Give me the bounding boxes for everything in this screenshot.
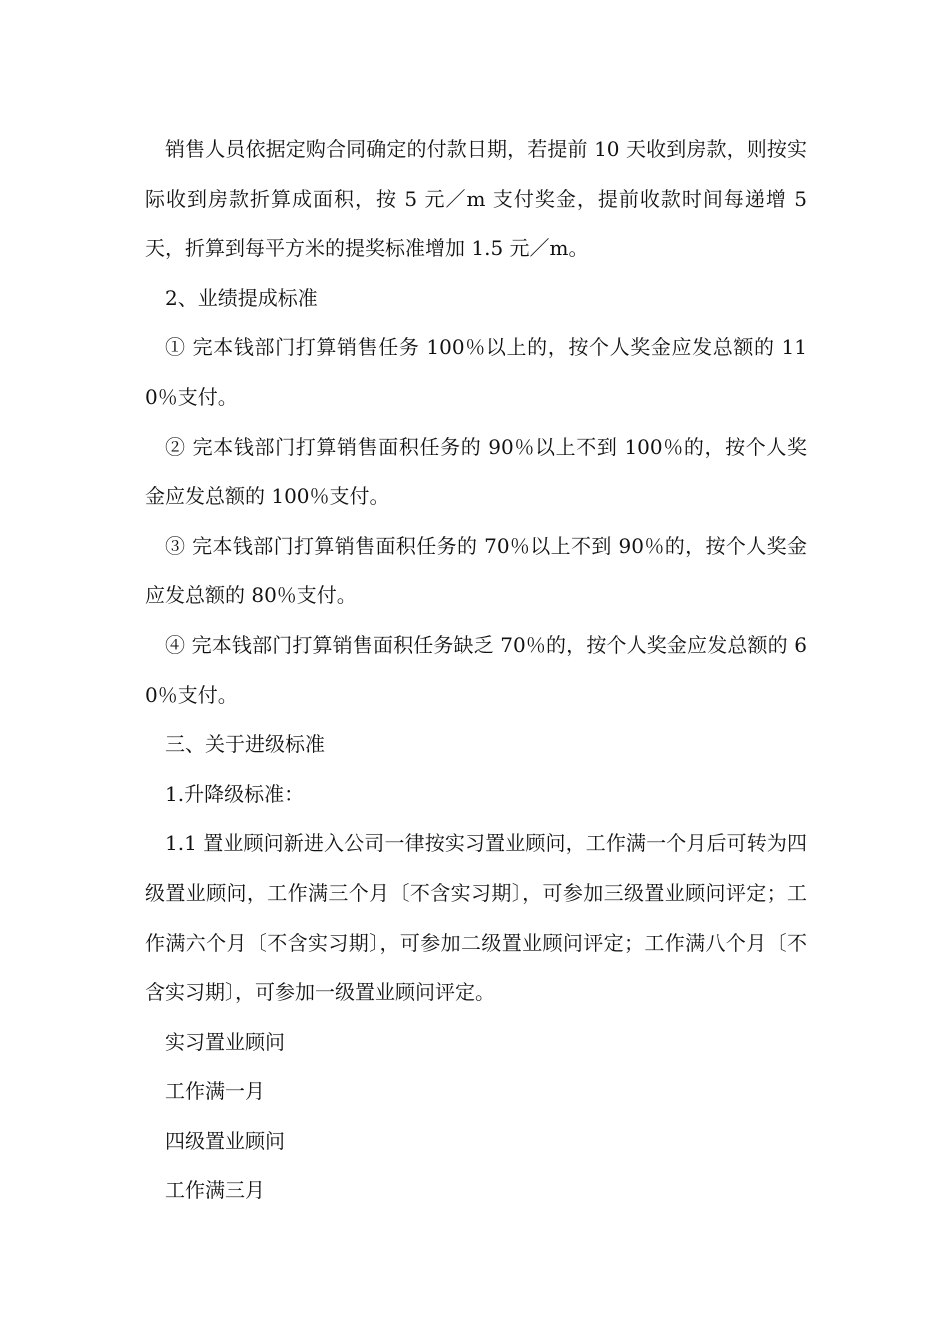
heading-performance-commission: 2、业绩提成标准 [165, 285, 318, 310]
line-one-month: 工作满一月 [165, 1079, 265, 1104]
paragraph-early-payment-bonus: 销售人员依据定购合同确定的付款日期，若提前 10 天收到房款，则按实际收到房款折算成面积，按 5 元／m 支付奖金，提前收款时间每递增 5 天，折算到每平方米的提奖标准增加 1.5 元／m。 [145, 137, 807, 261]
line-three-months: 工作满三月 [165, 1178, 265, 1203]
heading-level-change-standards: 1.升降级标准： [165, 781, 305, 806]
paragraph-consultant-levels: 1.1 置业顾问新进入公司一律按实习置业顾问，工作满一个月后可转为四级置业顾问，工作满三个月〔不含实习期〕，可参加三级置业顾问评定；工作满六个月〔不含实习期〕，可参加二级置业顾问评定；工作满八个月〔不含实习期〕，可参加一级置业顾问评定。 [145, 831, 807, 1005]
heading-promotion-standards: 三、关于进级标准 [165, 732, 325, 757]
paragraph-commission-rule-3: ③ 完本钱部门打算销售面积任务的 70％以上不到 90％的，按个人奖金应发总额的 80％支付。 [145, 533, 807, 608]
document-body [145, 125, 807, 1216]
line-level-four-consultant: 四级置业顾问 [165, 1128, 285, 1153]
paragraph-commission-rule-4: ④ 完本钱部门打算销售面积任务缺乏 70％的，按个人奖金应发总额的 60％支付。 [145, 632, 807, 707]
paragraph-commission-rule-2: ② 完本钱部门打算销售面积任务的 90％以上不到 100％的，按个人奖金应发总额的 100％支付。 [145, 434, 807, 509]
paragraph-commission-rule-1: ① 完本钱部门打算销售任务 100％以上的，按个人奖金应发总额的 110％支付。 [145, 335, 807, 409]
line-intern-consultant: 实习置业顾问 [165, 1029, 285, 1054]
